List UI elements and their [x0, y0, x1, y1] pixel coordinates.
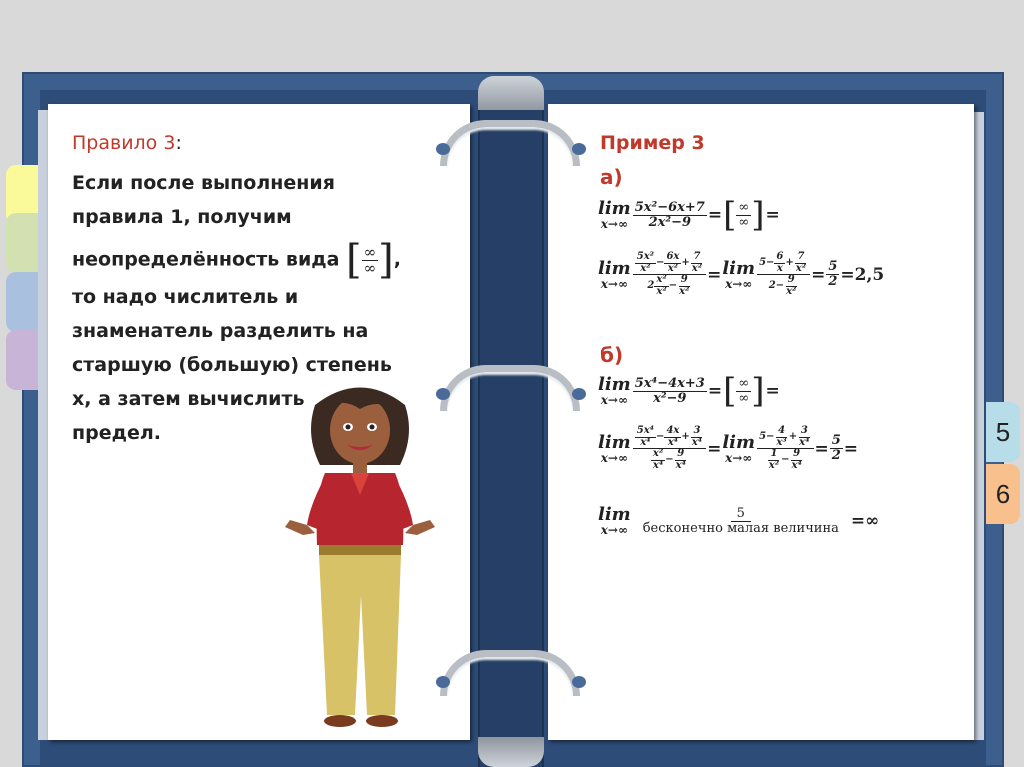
ring-rivet-icon [436, 143, 450, 155]
formula-a-step1: lim x→∞ $\frac{\text{5x²−6x+7}}{\text{2x²−9}}$ = [ ∞ ∞ ] = [598, 195, 780, 235]
slide-tab-6[interactable]: 6 [986, 464, 1020, 524]
ring-rivet-icon [436, 676, 450, 688]
ring-rivet-icon [572, 388, 586, 400]
rule-text: Если после выполнения правила 1, получим неопределённость вида [ ∞ ∞ ] , то надо числитель и знаменатель разделить на старшую (большую) степень х, а затем вычислить предел. [72, 172, 401, 444]
ring-rivet-icon [572, 143, 586, 155]
rule-title: Правило 3: [72, 132, 182, 154]
binder-ring-bottom [440, 650, 580, 696]
example-title: Пример 3 [600, 132, 705, 154]
formula-b-step2: lim x→∞ 5x⁴ x⁴ − 4x x⁴ + 3 x⁴ x² x⁴ − 9 x⁴ = lim x→∞ 5− $\frac{4}{\text{x³}}$ + 3 x⁴ 1 x² − 9 x⁴ = $\frac{5}{2}$ = [598, 425, 859, 471]
formula-b-step3: lim x→∞ 5 бесконечно малая величина =∞ [598, 504, 880, 537]
ring-rivet-icon [436, 388, 450, 400]
slide-tab-5[interactable]: 5 [986, 402, 1020, 462]
example-part-b-label: б) [600, 343, 624, 367]
teacher-illustration [285, 385, 435, 730]
formula-a-step2: lim x→∞ 5x² x² − 6x x² + 7 x² 2 x² x² − 9 x² = lim x→∞ 5− $\frac{6}{x}$ + 7 x² 2− $\frac{9}{\text{x²}}$ = $\frac{5}{2}$ =2,5 [598, 251, 885, 297]
tab-blue[interactable] [6, 272, 42, 332]
ring-rivet-icon [572, 676, 586, 688]
binder-ring-middle [440, 365, 580, 411]
example-part-a-label: а) [600, 165, 623, 189]
binder-ring-top [440, 120, 580, 166]
indeterminate-form: [ ∞ ∞ ] [346, 237, 394, 283]
tab-purple[interactable] [6, 330, 42, 390]
tab-green[interactable] [6, 213, 42, 273]
spine-top-cap [478, 76, 544, 112]
spine-bottom-cap [478, 737, 544, 767]
formula-b-step1: lim x→∞ $\frac{\text{5x⁴−4x+3}}{\text{x²−9}}$ = [ ∞ ∞ ] = [598, 371, 780, 411]
